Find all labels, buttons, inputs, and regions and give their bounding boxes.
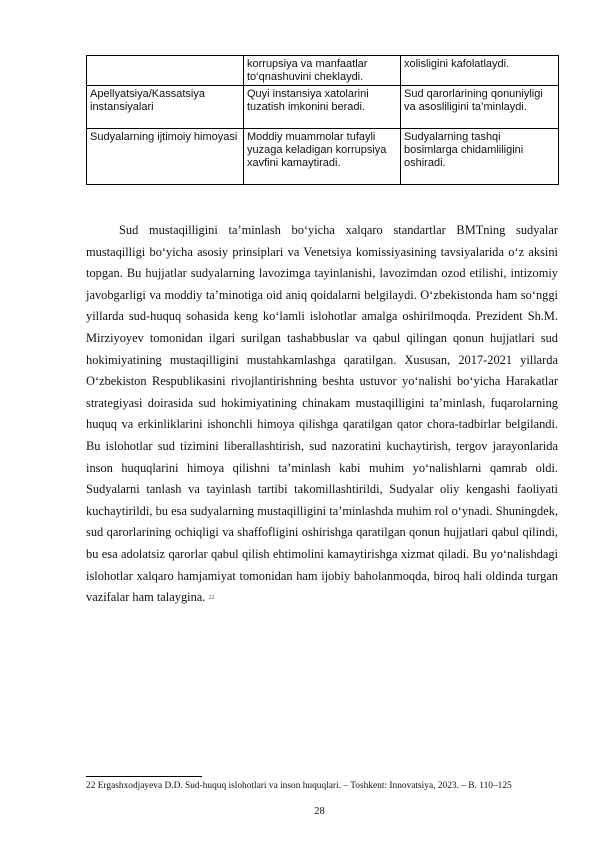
page-number-row bbox=[0, 806, 595, 817]
table-cell bbox=[87, 56, 244, 86]
footnote-marker: 22 bbox=[208, 595, 215, 602]
body-paragraph-block bbox=[86, 220, 558, 610]
footnote-divider bbox=[86, 776, 202, 777]
table-cell: Sudyalarning ijtimoiy himoyasi bbox=[87, 129, 244, 185]
page-number: 28 bbox=[314, 806, 325, 817]
table-cell: xolisligini kafolatlaydi. bbox=[401, 56, 559, 86]
table-row bbox=[87, 129, 559, 185]
footnote: 22 Ergashxodjayeva D.D. Sud-huquq islohotlari va inson huquqlari. – Toshkent: Innovatsiya, 2023. – B. 110–125 bbox=[86, 781, 512, 791]
paragraph-text: Sud mustaqilligini ta’minlash bo‘yicha xalqaro standartlar BMTning sudyalar mustaqilligi bo‘yicha asosiy prinsiplari va Venetsiya komissiyasining tavsiyalarida o‘z aksini topgan. Bu hujjatlar sudyalarning lavozimga tayinlanishi, lavozimdan ozod etilishi, intizomiy javobgarligi va moddiy ta’minotiga oid aniq qoidalarni belgilaydi. O‘zbekistonda ham so‘nggi yillarda sud-huquq sohasida keng ko‘lamli islohotlar amalga oshirilmoqda. Prezident Sh.M. Mirziyoyev tomonidan ilgari surilgan tashabbuslar va qabul qilingan qonun hujjatlari sud hokimiyatining mustaqilligini mustahkamlashga qaratilgan. Xususan, 2017-2021 yillarda O‘zbekiston Respublikasini rivojlantirishning beshta ustuvor yo‘nalishi bo‘yicha Harakatlar strategiyasi doirasida sud hokimiyatining chinakam mustaqilligini ta’minlash, fuqarolarning huquq va erkinliklarini ishonchli himoya qilishga qaratilgan qator chora-tadbirlar belgilandi. Bu islohotlar sud tizimini liberallashtirish, sud nazoratini kuchaytirish, tergov jarayonlarida inson huquqlarini himoya qilishni ta’minlash kabi muhim yo‘nalishlarni qamrab oldi. Sudyalarni tanlash va tayinlash tartibi takomillashtirildi, Sudyalar oliy kengashi faoliyati kuchaytirildi, bu esa sudyalarning mustaqilligini ta’minlashda muhim rol o‘ynadi. Shuningdek, sud qarorlarining ochiqligi va shaffofligini oshirishga qaratilgan qonun hujjatlari qabul qilindi, bu esa adolatsiz qarorlar qabul qilish ehtimolini kamaytirishga xizmat qiladi. Bu yo‘nalishdagi islohotlar xalqaro hamjamiyat tomonidan ham ijobiy baholanmoqda, biroq hali oldinda turgan vazifalar ham talaygina. bbox=[86, 223, 558, 605]
table-cell: Sudyalarning tashqi bosimlarga chidamliligini oshiradi. bbox=[401, 129, 559, 185]
table-cell: Apellyatsiya/Kassatsiya instansiyalari bbox=[87, 86, 244, 129]
table-cell: Quyi instansiya xatolarini tuzatish imkonini beradi. bbox=[244, 86, 401, 129]
table-cell: Moddiy muammolar tufayli yuzaga keladigan korrupsiya xavfini kamaytiradi. bbox=[244, 129, 401, 185]
body-paragraph bbox=[86, 220, 558, 610]
comparison-table bbox=[86, 55, 559, 185]
table-cell: korrupsiya va manfaatlar to‘qnashuvini cheklaydi. bbox=[244, 56, 401, 86]
table-row bbox=[87, 56, 559, 86]
table-row bbox=[87, 86, 559, 129]
table-cell: Sud qarorlarining qonuniyligi va asosliligini ta’minlaydi. bbox=[401, 86, 559, 129]
